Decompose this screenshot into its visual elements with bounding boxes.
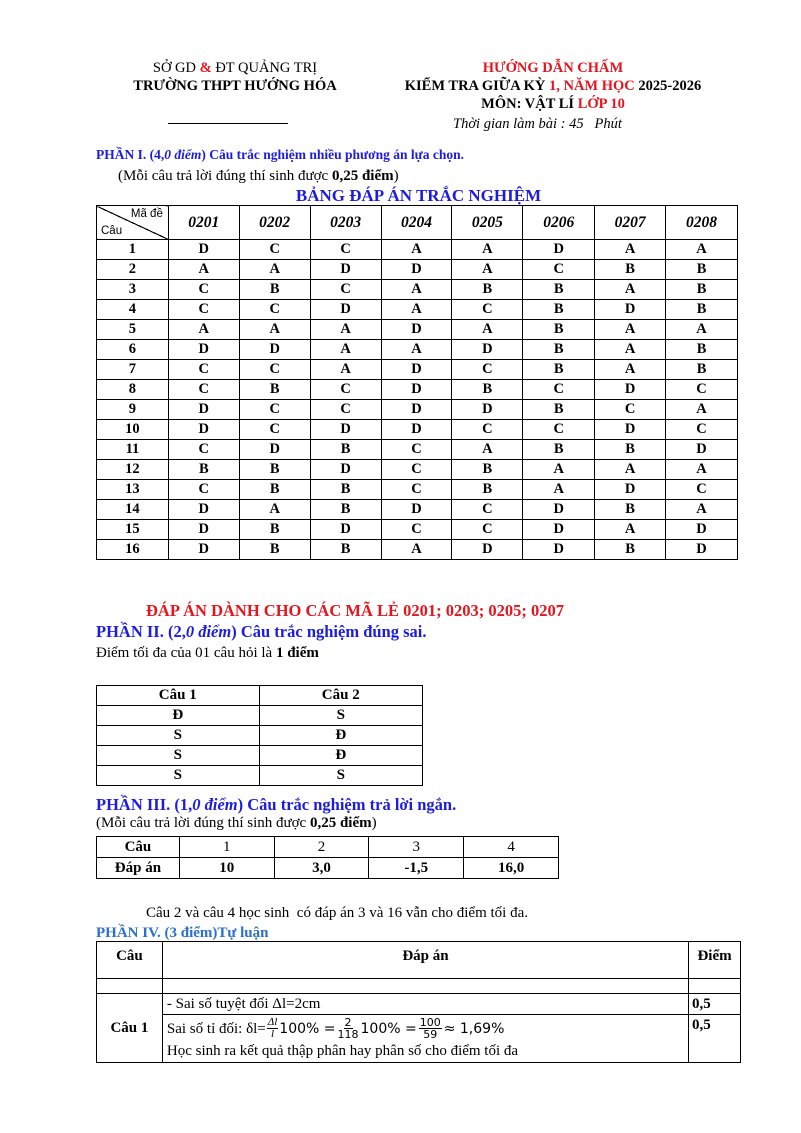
true-false-cell: S bbox=[97, 746, 260, 766]
question-number: 14 bbox=[97, 500, 169, 520]
school-name: TRƯỜNG THPT HƯỚNG HÓA bbox=[133, 78, 337, 94]
answer-cell: A bbox=[452, 440, 523, 460]
table-row bbox=[97, 360, 738, 380]
table-row bbox=[97, 420, 738, 440]
answer-cell: B bbox=[239, 380, 310, 400]
table-row bbox=[97, 520, 738, 540]
answer-cell: D bbox=[381, 360, 452, 380]
answer-cell: D bbox=[595, 380, 666, 400]
part2-title: PHẦN II. (2,0 điểm) Câu trắc nghiệm đúng sai. bbox=[96, 622, 427, 641]
answer-cell: B bbox=[239, 540, 310, 560]
answer-cell: A bbox=[310, 320, 381, 340]
answer-cell: C bbox=[168, 440, 239, 460]
question-number: 12 bbox=[97, 460, 169, 480]
answer-cell: D bbox=[523, 500, 595, 520]
answer-cell: C bbox=[452, 500, 523, 520]
answer-cell: C bbox=[168, 380, 239, 400]
answer-cell: D bbox=[452, 400, 523, 420]
answer-cell: A bbox=[595, 460, 666, 480]
answer-cell: B bbox=[452, 280, 523, 300]
q1-answer-body bbox=[162, 1015, 688, 1063]
answer-cell: B bbox=[523, 280, 595, 300]
table-row bbox=[97, 706, 423, 726]
answer-cell: D bbox=[168, 520, 239, 540]
exam-code-header: 0205 bbox=[452, 206, 523, 240]
exam-code-header: 0206 bbox=[523, 206, 595, 240]
answer-cell: C bbox=[381, 460, 452, 480]
answer-cell: A bbox=[381, 540, 452, 560]
true-false-cell: S bbox=[97, 726, 260, 746]
part3-remark: Câu 2 và câu 4 học sinh có đáp án 3 và 16 vẫn cho điểm tối đa. bbox=[146, 905, 528, 921]
table-row bbox=[97, 460, 738, 480]
answer-cell: D bbox=[523, 240, 595, 260]
answer-cell: D bbox=[310, 520, 381, 540]
answer-cell: B bbox=[452, 460, 523, 480]
question-1-label: Câu 1 bbox=[97, 994, 163, 1063]
answer-cell: A bbox=[595, 240, 666, 260]
short-answer-cell: 16,0 bbox=[464, 858, 559, 879]
answer-cell: A bbox=[666, 320, 738, 340]
answer-cell: B bbox=[523, 340, 595, 360]
answer-cell: C bbox=[239, 300, 310, 320]
answer-cell: C bbox=[168, 480, 239, 500]
answer-cell: A bbox=[168, 260, 239, 280]
part3-table bbox=[96, 836, 559, 879]
answer-cell: C bbox=[452, 360, 523, 380]
answer-cell: D bbox=[381, 260, 452, 280]
q1-answer-line3: Học sinh ra kết quả thập phân hay phân số cho điểm tối đa bbox=[166, 1043, 519, 1059]
answer-cell: C bbox=[310, 240, 381, 260]
table-row bbox=[97, 766, 423, 786]
answer-cell: B bbox=[310, 480, 381, 500]
answer-cell: D bbox=[381, 400, 452, 420]
col-header-question: Câu bbox=[97, 942, 163, 979]
question-number: 4 bbox=[97, 300, 169, 320]
question-number: 2 bbox=[97, 260, 169, 280]
part3-title: PHẦN III. (1,0 điểm) Câu trắc nghiệm trả lời ngắn. bbox=[96, 795, 457, 814]
answer-cell: D bbox=[168, 400, 239, 420]
answer-cell: B bbox=[310, 440, 381, 460]
answer-cell: C bbox=[381, 480, 452, 500]
doc-title: HƯỚNG DẪN CHẤM bbox=[482, 60, 624, 76]
header-right bbox=[378, 59, 728, 113]
table-row bbox=[97, 440, 738, 460]
part2-table bbox=[96, 685, 423, 786]
answer-cell: A bbox=[666, 500, 738, 520]
question-number: 9 bbox=[97, 400, 169, 420]
part2-header: Câu 2 bbox=[259, 686, 423, 706]
answer-cell: A bbox=[595, 340, 666, 360]
short-answer-cell: 3,0 bbox=[274, 858, 369, 879]
answer-cell: B bbox=[239, 280, 310, 300]
true-false-cell: Đ bbox=[97, 706, 260, 726]
header-left bbox=[100, 59, 370, 95]
answer-cell: C bbox=[310, 380, 381, 400]
exam-code-header: 0202 bbox=[239, 206, 310, 240]
part3-note: (Mỗi câu trả lời đúng thí sinh được 0,25 điểm) bbox=[96, 815, 377, 831]
answer-cell: C bbox=[452, 520, 523, 540]
odd-codes-title: ĐÁP ÁN DÀNH CHO CÁC MÃ LẺ 0201; 0203; 0205; 0207 bbox=[146, 601, 564, 620]
answer-cell: D bbox=[310, 460, 381, 480]
answer-cell: B bbox=[452, 380, 523, 400]
answer-cell: B bbox=[666, 260, 738, 280]
part1-title: PHẦN I. (4,0 điểm) Câu trắc nghiệm nhiều phương án lựa chọn. bbox=[96, 147, 464, 162]
answer-cell: D bbox=[168, 340, 239, 360]
answer-cell: C bbox=[666, 420, 738, 440]
department-name: SỞ GD & ĐT QUẢNG TRỊ bbox=[152, 60, 318, 76]
exam-duration: Thời gian làm bài : 45 Phút bbox=[453, 116, 622, 132]
answer-cell: D bbox=[452, 540, 523, 560]
q1-answer-line1: - Sai số tuyệt đối Δl=2cm bbox=[162, 994, 688, 1015]
question-number: 3 bbox=[369, 837, 464, 858]
true-false-cell: S bbox=[259, 766, 423, 786]
answer-cell: D bbox=[310, 420, 381, 440]
answer-cell: B bbox=[595, 540, 666, 560]
answer-cell: C bbox=[452, 420, 523, 440]
answer-cell: C bbox=[595, 400, 666, 420]
answer-cell: D bbox=[523, 540, 595, 560]
question-number: 4 bbox=[464, 837, 559, 858]
question-number: 3 bbox=[97, 280, 169, 300]
exam-code-header: 0201 bbox=[168, 206, 239, 240]
answer-cell: C bbox=[381, 440, 452, 460]
answer-cell: D bbox=[381, 500, 452, 520]
answer-cell: B bbox=[310, 500, 381, 520]
answer-cell: A bbox=[595, 360, 666, 380]
answer-cell: B bbox=[239, 520, 310, 540]
answer-cell: D bbox=[168, 540, 239, 560]
answer-cell: A bbox=[452, 320, 523, 340]
corner-bottom-label: Câu bbox=[101, 225, 123, 237]
table-row bbox=[97, 260, 738, 280]
question-number: 5 bbox=[97, 320, 169, 340]
corner-header bbox=[97, 206, 169, 240]
answer-cell: D bbox=[666, 520, 738, 540]
question-number: 7 bbox=[97, 360, 169, 380]
table-row bbox=[97, 746, 423, 766]
answer-cell: B bbox=[523, 300, 595, 320]
q1-formula: Sai số tỉ đối: δl= $\frac{\Delta l}{l}$ 100% = $\frac{2}{118}$ 100% = $\frac{100}{59}$ ≈ 1,69% bbox=[166, 1016, 505, 1041]
answer-cell: C bbox=[452, 300, 523, 320]
answer-cell: B bbox=[239, 460, 310, 480]
exam-code-header: 0208 bbox=[666, 206, 738, 240]
answer-cell: A bbox=[595, 520, 666, 540]
row-label-answer: Đáp án bbox=[97, 858, 180, 879]
question-number: 16 bbox=[97, 540, 169, 560]
part2-header: Câu 1 bbox=[97, 686, 260, 706]
answer-cell: A bbox=[523, 460, 595, 480]
table-row bbox=[97, 726, 423, 746]
exam-code-header: 0207 bbox=[595, 206, 666, 240]
answer-cell: A bbox=[381, 280, 452, 300]
table-row bbox=[97, 240, 738, 260]
answer-cell: A bbox=[666, 240, 738, 260]
answer-cell: A bbox=[595, 280, 666, 300]
answer-cell: D bbox=[310, 260, 381, 280]
answer-cell: D bbox=[168, 240, 239, 260]
answer-cell: B bbox=[452, 480, 523, 500]
exam-name: KIỂM TRA GIỮA KỲ 1, NĂM HỌC 2025-2026 bbox=[404, 78, 702, 94]
answer-cell: A bbox=[381, 340, 452, 360]
question-number: 13 bbox=[97, 480, 169, 500]
answer-cell: A bbox=[381, 300, 452, 320]
answer-cell: B bbox=[168, 460, 239, 480]
col-header-answer: Đáp án bbox=[162, 942, 688, 979]
answer-cell: A bbox=[239, 260, 310, 280]
essay-table bbox=[96, 941, 741, 1063]
question-number: 6 bbox=[97, 340, 169, 360]
answer-cell: D bbox=[595, 480, 666, 500]
question-number: 10 bbox=[97, 420, 169, 440]
answer-cell: C bbox=[381, 520, 452, 540]
answer-cell: B bbox=[523, 360, 595, 380]
true-false-cell: S bbox=[259, 706, 423, 726]
short-answer-cell: -1,5 bbox=[369, 858, 464, 879]
row-label-question: Câu bbox=[97, 837, 180, 858]
answer-cell: A bbox=[595, 320, 666, 340]
corner-top-label: Mã đề bbox=[130, 208, 163, 220]
answer-cell: C bbox=[310, 400, 381, 420]
answer-cell: D bbox=[666, 540, 738, 560]
part4-title: PHẦN IV. (3 điểm)Tự luận bbox=[96, 925, 269, 941]
answer-cell: D bbox=[381, 380, 452, 400]
true-false-cell: S bbox=[97, 766, 260, 786]
header-divider bbox=[168, 123, 288, 124]
q1-score-2: 0,5 bbox=[689, 1015, 741, 1063]
table-row bbox=[97, 340, 738, 360]
answer-cell: A bbox=[666, 460, 738, 480]
answer-cell: B bbox=[595, 260, 666, 280]
question-number: 1 bbox=[179, 837, 274, 858]
answer-cell: C bbox=[523, 420, 595, 440]
true-false-cell: Đ bbox=[259, 726, 423, 746]
answer-cell: B bbox=[523, 400, 595, 420]
answer-cell: B bbox=[523, 320, 595, 340]
answer-cell: A bbox=[381, 240, 452, 260]
question-number: 1 bbox=[97, 240, 169, 260]
part2-note: Điểm tối đa của 01 câu hỏi là 1 điểm bbox=[96, 645, 319, 661]
table-row bbox=[97, 300, 738, 320]
table-row bbox=[97, 380, 738, 400]
answer-cell: D bbox=[381, 420, 452, 440]
q1-score-1: 0,5 bbox=[689, 994, 741, 1015]
true-false-cell: Đ bbox=[259, 746, 423, 766]
answer-cell: A bbox=[310, 360, 381, 380]
table-row bbox=[97, 480, 738, 500]
answer-cell: A bbox=[666, 400, 738, 420]
answer-cell: C bbox=[666, 480, 738, 500]
answer-cell: C bbox=[168, 280, 239, 300]
question-number: 15 bbox=[97, 520, 169, 540]
answer-cell: D bbox=[239, 440, 310, 460]
answer-cell: C bbox=[239, 420, 310, 440]
answer-cell: C bbox=[310, 280, 381, 300]
answer-cell: D bbox=[168, 420, 239, 440]
answer-cell: B bbox=[666, 360, 738, 380]
table-row bbox=[97, 280, 738, 300]
question-number: 11 bbox=[97, 440, 169, 460]
answer-cell: D bbox=[310, 300, 381, 320]
answer-cell: C bbox=[239, 240, 310, 260]
table-row bbox=[97, 400, 738, 420]
exam-code-header: 0204 bbox=[381, 206, 452, 240]
answer-cell: A bbox=[239, 500, 310, 520]
answer-cell: D bbox=[595, 300, 666, 320]
answer-cell: D bbox=[523, 520, 595, 540]
answer-cell: D bbox=[666, 440, 738, 460]
answer-cell: B bbox=[666, 340, 738, 360]
answer-cell: A bbox=[168, 320, 239, 340]
answer-cell: D bbox=[381, 320, 452, 340]
subject: MÔN: VẬT LÍ LỚP 10 bbox=[481, 96, 625, 112]
answer-key-table bbox=[96, 205, 738, 560]
table-row bbox=[97, 320, 738, 340]
answer-cell: B bbox=[595, 440, 666, 460]
answer-cell: A bbox=[310, 340, 381, 360]
answer-cell: B bbox=[666, 300, 738, 320]
answer-cell: C bbox=[239, 360, 310, 380]
answer-cell: B bbox=[523, 440, 595, 460]
answer-cell: B bbox=[595, 500, 666, 520]
question-number: 2 bbox=[274, 837, 369, 858]
answer-cell: A bbox=[452, 240, 523, 260]
answer-cell: B bbox=[310, 540, 381, 560]
col-header-score: Điểm bbox=[689, 942, 741, 979]
short-answer-cell: 10 bbox=[179, 858, 274, 879]
answer-cell: C bbox=[168, 360, 239, 380]
answer-cell: A bbox=[239, 320, 310, 340]
answer-cell: D bbox=[595, 420, 666, 440]
table-row bbox=[97, 500, 738, 520]
answer-key-title: BẢNG ĐÁP ÁN TRẮC NGHIỆM bbox=[295, 186, 542, 205]
answer-cell: A bbox=[523, 480, 595, 500]
question-number: 8 bbox=[97, 380, 169, 400]
answer-cell: B bbox=[666, 280, 738, 300]
answer-cell: D bbox=[239, 340, 310, 360]
exam-code-header: 0203 bbox=[310, 206, 381, 240]
table-row bbox=[97, 540, 738, 560]
answer-cell: D bbox=[452, 340, 523, 360]
answer-cell: B bbox=[239, 480, 310, 500]
answer-cell: D bbox=[168, 500, 239, 520]
answer-cell: C bbox=[168, 300, 239, 320]
part1-note: (Mỗi câu trả lời đúng thí sinh được 0,25 điểm) bbox=[118, 168, 399, 184]
answer-cell: C bbox=[666, 380, 738, 400]
answer-cell: C bbox=[523, 260, 595, 280]
answer-cell: C bbox=[239, 400, 310, 420]
answer-cell: A bbox=[452, 260, 523, 280]
answer-cell: C bbox=[523, 380, 595, 400]
